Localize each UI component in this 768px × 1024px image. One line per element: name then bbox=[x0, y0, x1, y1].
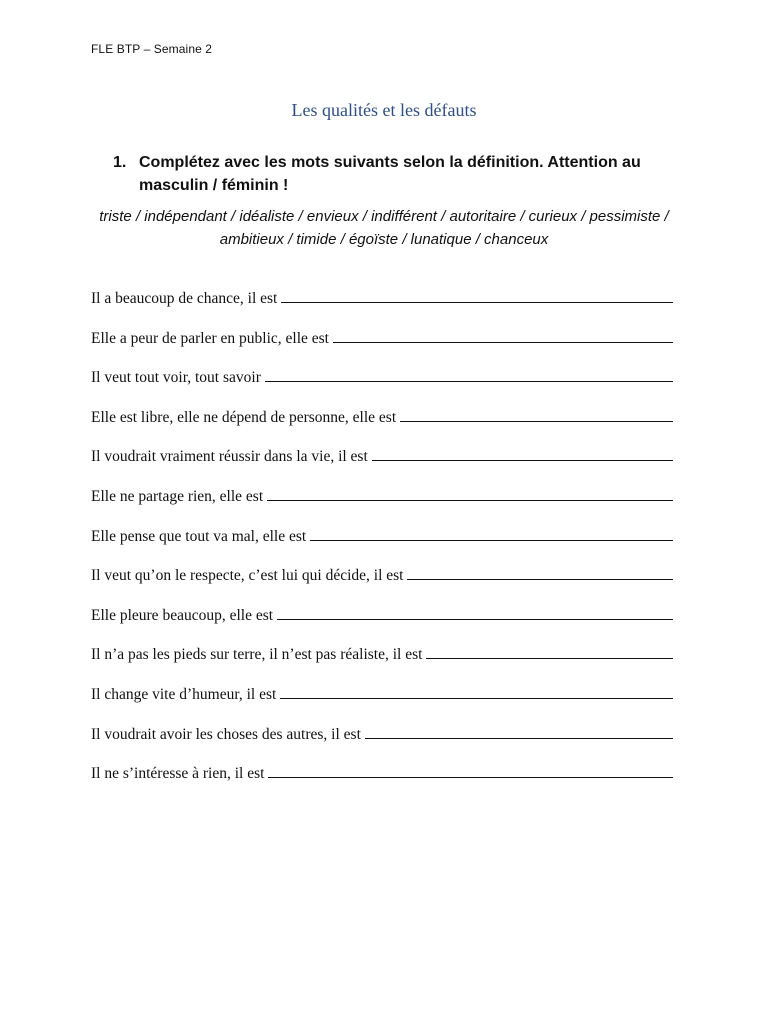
answer-blank[interactable] bbox=[267, 486, 673, 501]
exercise-item bbox=[91, 407, 681, 447]
answer-blank[interactable] bbox=[268, 763, 673, 778]
item-prompt: Elle pleure beaucoup, elle est bbox=[91, 606, 274, 624]
exercise-item bbox=[91, 526, 681, 566]
exercise-item bbox=[91, 763, 681, 803]
exercise-item bbox=[91, 724, 681, 764]
exercise-item bbox=[91, 605, 681, 645]
answer-blank[interactable] bbox=[365, 724, 673, 739]
exercise-number: 1. bbox=[113, 154, 127, 171]
word-bank: triste / indépendant / idéaliste / envieux / indifférent / autoritaire / curieux / pessimiste / ambitieux / timide / égoïste / lunatique / chanceux bbox=[99, 208, 669, 248]
answer-blank[interactable] bbox=[400, 407, 673, 422]
exercise-instruction-text: Complétez avec les mots suivants selon la définition. Attention au masculin / féminin ! bbox=[139, 154, 641, 194]
item-prompt: Il n’a pas les pieds sur terre, il n’est pas réaliste, il est bbox=[91, 646, 423, 664]
item-prompt: Il veut tout voir, tout savoir bbox=[91, 369, 261, 387]
answer-blank[interactable] bbox=[265, 367, 673, 382]
answer-blank[interactable] bbox=[280, 684, 673, 699]
exercise-item bbox=[91, 565, 681, 605]
exercise-item bbox=[91, 367, 681, 407]
item-prompt: Il voudrait avoir les choses des autres, il est bbox=[91, 725, 361, 743]
exercise-items bbox=[91, 288, 681, 803]
answer-blank[interactable] bbox=[372, 446, 673, 461]
item-prompt: Elle est libre, elle ne dépend de personne, elle est bbox=[91, 408, 397, 426]
answer-blank[interactable] bbox=[310, 526, 673, 541]
answer-blank[interactable] bbox=[281, 288, 673, 303]
exercise-item bbox=[91, 446, 681, 486]
exercise-item bbox=[91, 644, 681, 684]
item-prompt: Il ne s’intéresse à rien, il est bbox=[91, 765, 265, 783]
exercise-instruction bbox=[113, 151, 693, 197]
page-header: FLE BTP – Semaine 2 bbox=[91, 42, 213, 56]
item-prompt: Il voudrait vraiment réussir dans la vie, il est bbox=[91, 448, 368, 466]
item-prompt: Elle ne partage rien, elle est bbox=[91, 487, 264, 505]
exercise-item bbox=[91, 288, 681, 328]
exercise-item bbox=[91, 328, 681, 368]
answer-blank[interactable] bbox=[426, 644, 673, 659]
exercise-item bbox=[91, 486, 681, 526]
page-title: Les qualités et les défauts bbox=[291, 100, 477, 120]
answer-blank[interactable] bbox=[277, 605, 673, 620]
exercise-item bbox=[91, 684, 681, 724]
item-prompt: Il change vite d’humeur, il est bbox=[91, 685, 277, 703]
item-prompt: Elle a peur de parler en public, elle est bbox=[91, 329, 329, 347]
answer-blank[interactable] bbox=[333, 328, 673, 343]
answer-blank[interactable] bbox=[407, 565, 673, 580]
item-prompt: Il veut qu’on le respecte, c’est lui qui décide, il est bbox=[91, 567, 404, 585]
item-prompt: Il a beaucoup de chance, il est bbox=[91, 290, 278, 307]
item-prompt: Elle pense que tout va mal, elle est bbox=[91, 527, 307, 545]
